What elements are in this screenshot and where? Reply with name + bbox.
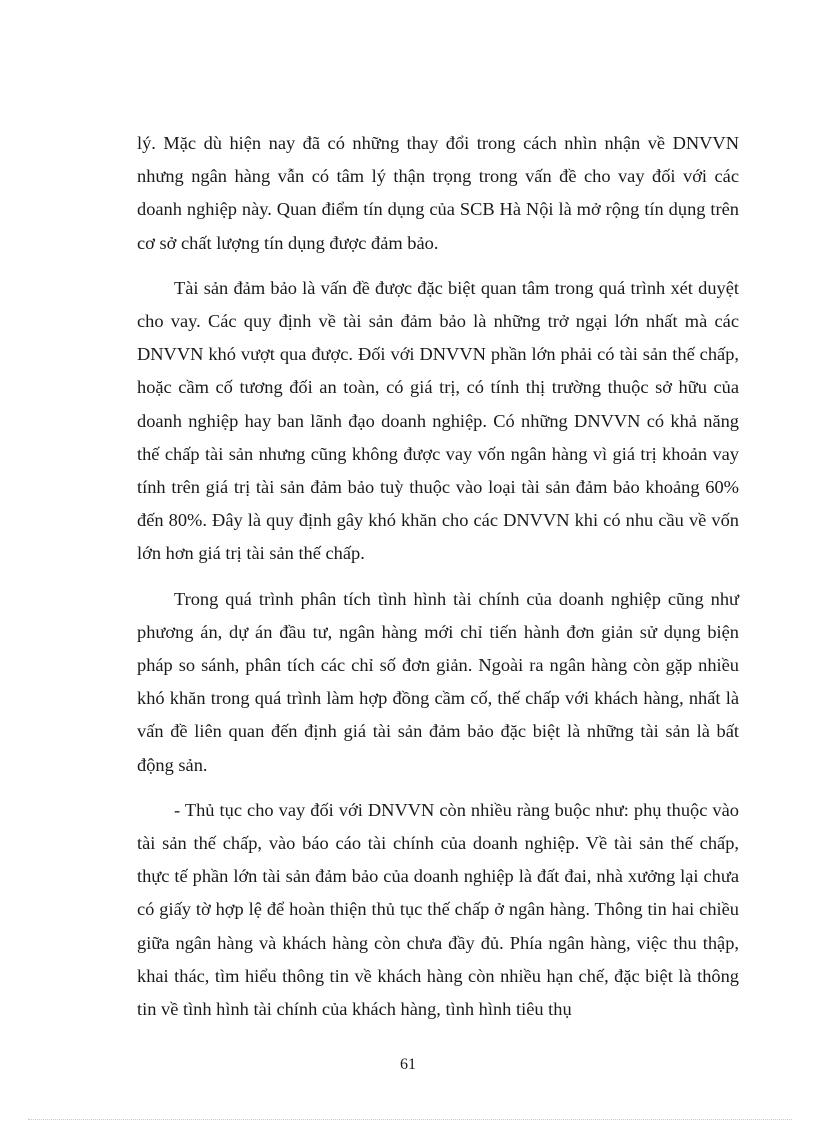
paragraph-3: Trong quá trình phân tích tình hình tài chính của doanh nghiệp cũng như phương án, dự án đầu tư, ngân hàng mới chỉ tiến hành đơn giản sử dụng biện pháp so sánh, phân tích các chỉ số đơn giản. Ngoài ra ngân hàng còn gặp nhiều khó khăn trong quá trình làm hợp đồng cầm cố, thế chấp với khách hàng, nhất là vấn đề liên quan đến định giá tài sản đảm bảo đặc biệt là những tài sản là bất động sản. [137,588,739,775]
paragraph-4: - Thủ tục cho vay đối với DNVVN còn nhiều ràng buộc như: phụ thuộc vào tài sản thế chấp, vào báo cáo tài chính của doanh nghiệp. Về tài sản thế chấp, thực tế phần lớn tài sản đảm bảo của doanh nghiệp là đất đai, nhà xưởng lại chưa có giấy tờ hợp lệ để hoàn thiện thủ tục thế chấp ở ngân hàng. Thông tin hai chiều giữa ngân hàng và khách hàng còn chưa đầy đủ. Phía ngân hàng, việc thu thập, khai thác, tìm hiểu thông tin về khách hàng còn nhiều hạn chế, đặc biệt là thông tin về tình hình tài chính của khách hàng, tình hình tiêu thụ [137,799,739,1020]
page-number: 61 [400,1056,416,1073]
document-body [137,127,739,1038]
page-bottom-divider [28,1119,792,1120]
paragraph-2: Tài sản đảm bảo là vấn đề được đặc biệt quan tâm trong quá trình xét duyệt cho vay. Các quy định về tài sản đảm bảo là những trở ngại lớn nhất mà các DNVVN khó vượt qua được. Đối với DNVVN phần lớn phải có tài sản thế chấp, hoặc cầm cố tương đối an toàn, có giá trị, có tính thị trường thuộc sở hữu của doanh nghiệp hay ban lãnh đạo doanh nghiệp. Có những DNVVN có khả năng thế chấp tài sản nhưng cũng không được vay vốn ngân hàng vì giá trị khoản vay tính trên giá trị tài sản đảm bảo tuỳ thuộc vào loại tài sản đảm bảo khoảng 60% đến 80%. Đây là quy định gây khó khăn cho các DNVVN khi có nhu cầu về vốn lớn hơn giá trị tài sản thế chấp. [137,277,739,564]
paragraph-1: lý. Mặc dù hiện nay đã có những thay đổi trong cách nhìn nhận về DNVVN nhưng ngân hàng vẫn có tâm lý thận trọng trong vấn đề cho vay đối với các doanh nghiệp này. Quan điểm tín dụng của SCB Hà Nội là mở rộng tín dụng trên cơ sở chất lượng tín dụng được đảm bảo. [137,133,739,253]
